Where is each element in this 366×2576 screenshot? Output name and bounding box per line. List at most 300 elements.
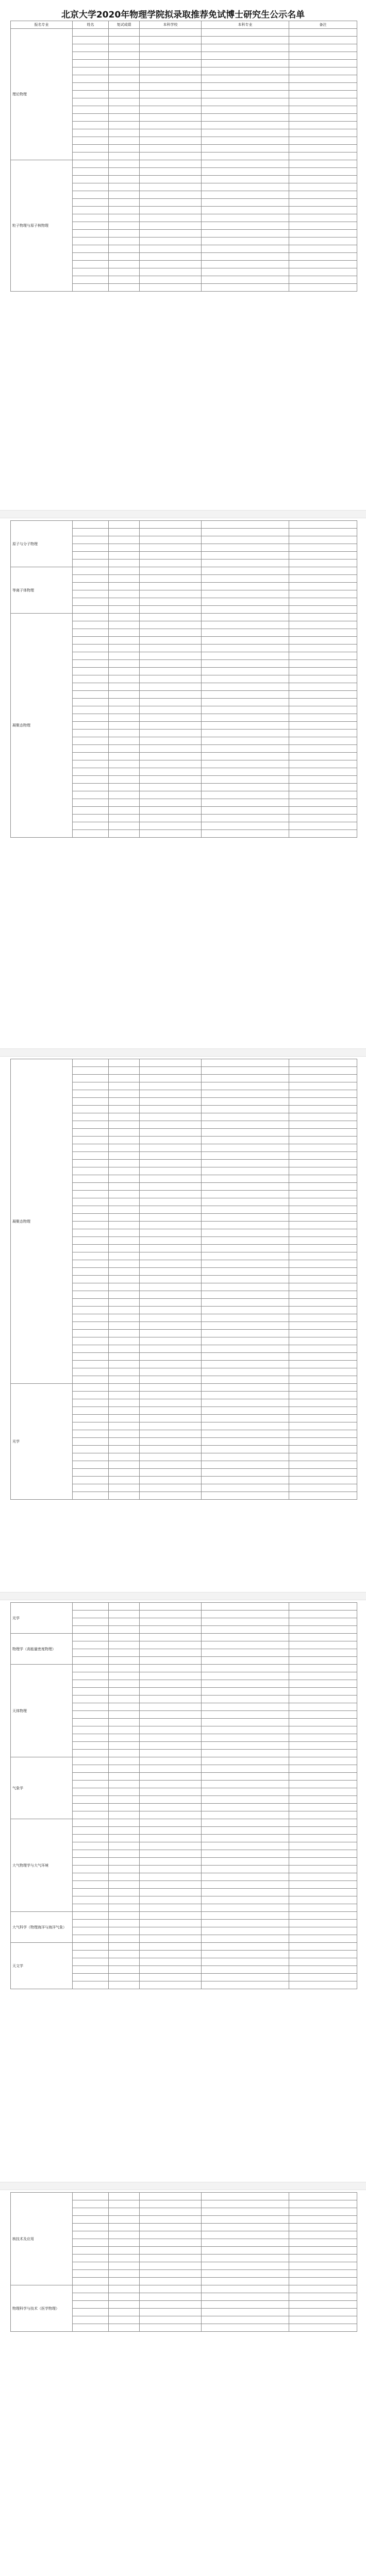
data-cell xyxy=(140,1206,202,1214)
data-cell xyxy=(73,1920,109,1927)
data-cell xyxy=(140,629,202,637)
data-cell xyxy=(202,2285,289,2293)
data-cell xyxy=(109,1407,140,1415)
data-cell xyxy=(73,1958,109,1966)
data-cell xyxy=(109,567,140,575)
data-cell xyxy=(140,536,202,544)
data-cell xyxy=(202,1981,289,1989)
data-cell xyxy=(289,1283,357,1291)
data-cell xyxy=(202,1160,289,1167)
data-cell xyxy=(73,598,109,606)
data-cell xyxy=(109,1361,140,1368)
data-cell xyxy=(73,1765,109,1773)
data-cell xyxy=(140,1137,202,1144)
data-cell xyxy=(109,1345,140,1353)
data-cell xyxy=(289,706,357,714)
data-cell xyxy=(140,1781,202,1788)
page-separator xyxy=(0,510,366,518)
data-cell xyxy=(140,753,202,760)
data-cell xyxy=(73,60,109,67)
data-cell xyxy=(202,1842,289,1850)
data-cell xyxy=(140,1407,202,1415)
data-cell xyxy=(140,1757,202,1765)
column-header: 姓名 xyxy=(73,21,109,29)
data-cell xyxy=(73,660,109,668)
data-cell xyxy=(140,1276,202,1283)
data-cell xyxy=(140,1974,202,1981)
data-cell xyxy=(109,1781,140,1788)
data-cell xyxy=(202,815,289,822)
data-cell xyxy=(73,1167,109,1175)
data-cell xyxy=(202,1368,289,1376)
data-cell xyxy=(289,1703,357,1711)
data-cell xyxy=(202,606,289,614)
data-cell xyxy=(140,1399,202,1407)
data-cell xyxy=(73,1881,109,1889)
data-cell xyxy=(73,1152,109,1160)
data-cell xyxy=(202,1866,289,1873)
data-cell xyxy=(109,590,140,598)
data-cell xyxy=(73,1634,109,1641)
data-cell xyxy=(202,230,289,238)
data-cell xyxy=(140,1307,202,1314)
data-cell xyxy=(202,1129,289,1137)
data-cell xyxy=(73,668,109,675)
data-cell xyxy=(73,1896,109,1904)
data-cell xyxy=(289,2285,357,2293)
data-cell xyxy=(289,1113,357,1121)
data-cell xyxy=(202,1665,289,1672)
table-row xyxy=(11,1603,357,1611)
data-cell xyxy=(289,675,357,683)
data-cell xyxy=(109,1337,140,1345)
data-cell xyxy=(109,1167,140,1175)
data-cell xyxy=(73,1129,109,1137)
data-cell xyxy=(202,1958,289,1966)
data-cell xyxy=(289,1904,357,1912)
data-cell xyxy=(140,675,202,683)
data-cell xyxy=(202,1649,289,1657)
data-cell xyxy=(202,1974,289,1981)
data-cell xyxy=(109,1603,140,1611)
data-cell xyxy=(289,1082,357,1090)
data-cell xyxy=(202,2231,289,2239)
data-cell xyxy=(109,1438,140,1446)
data-cell xyxy=(109,168,140,176)
data-cell xyxy=(202,83,289,91)
data-cell xyxy=(202,44,289,52)
data-cell xyxy=(140,2208,202,2216)
data-cell xyxy=(73,1719,109,1726)
data-cell xyxy=(289,98,357,106)
data-cell xyxy=(109,1376,140,1384)
data-cell xyxy=(289,1835,357,1842)
data-cell xyxy=(109,1399,140,1407)
data-cell xyxy=(73,745,109,753)
data-cell xyxy=(109,75,140,83)
data-cell xyxy=(202,1314,289,1322)
data-cell xyxy=(289,1804,357,1811)
data-cell xyxy=(289,1268,357,1276)
data-cell xyxy=(73,2255,109,2262)
data-cell xyxy=(109,1634,140,1641)
data-cell xyxy=(109,1757,140,1765)
data-cell xyxy=(109,1469,140,1477)
data-cell xyxy=(289,1260,357,1268)
data-cell xyxy=(140,222,202,230)
data-cell xyxy=(140,1680,202,1688)
data-cell xyxy=(109,1974,140,1981)
data-cell xyxy=(202,799,289,807)
data-cell xyxy=(202,245,289,253)
data-cell xyxy=(289,1422,357,1430)
data-cell xyxy=(289,1796,357,1804)
data-cell xyxy=(140,529,202,536)
major-cell: 大气科学（物理海洋与海洋气象） xyxy=(11,1912,73,1943)
data-cell xyxy=(73,37,109,44)
data-cell xyxy=(289,1866,357,1873)
data-cell xyxy=(140,1943,202,1951)
data-cell xyxy=(109,668,140,675)
data-cell xyxy=(140,768,202,776)
data-cell xyxy=(289,245,357,253)
data-cell xyxy=(109,1765,140,1773)
data-cell xyxy=(140,1981,202,1989)
data-cell xyxy=(202,1484,289,1492)
data-cell xyxy=(289,284,357,292)
data-cell xyxy=(73,1750,109,1757)
data-cell xyxy=(289,1160,357,1167)
data-cell xyxy=(109,152,140,160)
data-cell xyxy=(109,1314,140,1322)
candidate-table xyxy=(10,520,357,838)
data-cell xyxy=(140,1098,202,1106)
data-cell xyxy=(109,1958,140,1966)
data-cell xyxy=(73,83,109,91)
data-cell xyxy=(140,1245,202,1252)
data-cell xyxy=(289,1330,357,1337)
data-cell xyxy=(289,160,357,168)
data-cell xyxy=(202,1191,289,1198)
data-cell xyxy=(73,1827,109,1835)
data-cell xyxy=(109,1477,140,1484)
data-cell xyxy=(202,737,289,745)
data-cell xyxy=(202,1750,289,1757)
data-cell xyxy=(73,1229,109,1237)
table-row xyxy=(11,1634,357,1641)
data-cell xyxy=(289,2316,357,2324)
data-cell xyxy=(109,1229,140,1237)
data-cell xyxy=(289,29,357,37)
data-cell xyxy=(140,106,202,114)
data-cell xyxy=(289,1237,357,1245)
data-cell xyxy=(289,1649,357,1657)
data-cell xyxy=(73,1611,109,1618)
page-separator xyxy=(0,2182,366,2190)
data-cell xyxy=(289,1688,357,1696)
data-cell xyxy=(109,1492,140,1500)
table-row xyxy=(11,2193,357,2200)
data-cell xyxy=(289,1765,357,1773)
data-cell xyxy=(140,1912,202,1920)
data-cell xyxy=(140,1090,202,1098)
data-cell xyxy=(140,1453,202,1461)
data-cell xyxy=(109,37,140,44)
data-cell xyxy=(202,1113,289,1121)
data-cell xyxy=(109,2200,140,2208)
data-cell xyxy=(202,683,289,691)
data-cell xyxy=(109,1866,140,1873)
data-cell xyxy=(202,560,289,567)
data-cell xyxy=(202,2193,289,2200)
data-cell xyxy=(289,1121,357,1129)
data-cell xyxy=(109,1268,140,1276)
data-cell xyxy=(202,791,289,799)
data-cell xyxy=(202,1804,289,1811)
data-cell xyxy=(140,1850,202,1858)
data-cell xyxy=(140,1214,202,1222)
data-cell xyxy=(289,737,357,745)
data-cell xyxy=(140,1935,202,1943)
major-cell: 光学 xyxy=(11,1603,73,1634)
data-cell xyxy=(289,791,357,799)
data-cell xyxy=(73,1773,109,1781)
data-cell xyxy=(289,567,357,575)
data-cell xyxy=(289,2208,357,2216)
data-cell xyxy=(202,214,289,222)
data-cell xyxy=(73,2247,109,2255)
data-cell xyxy=(289,1307,357,1314)
data-cell xyxy=(289,683,357,691)
data-cell xyxy=(202,91,289,98)
data-cell xyxy=(109,1152,140,1160)
data-cell xyxy=(73,1657,109,1665)
data-cell xyxy=(109,1649,140,1657)
data-cell xyxy=(289,1734,357,1742)
data-cell xyxy=(202,637,289,645)
data-cell xyxy=(140,1129,202,1137)
data-cell xyxy=(289,1492,357,1500)
data-cell xyxy=(73,776,109,784)
data-cell xyxy=(73,253,109,261)
data-cell xyxy=(140,1896,202,1904)
data-cell xyxy=(140,2231,202,2239)
data-cell xyxy=(289,722,357,730)
data-cell xyxy=(289,1477,357,1484)
data-cell xyxy=(109,776,140,784)
data-cell xyxy=(73,1912,109,1920)
data-cell xyxy=(140,2239,202,2247)
data-cell xyxy=(289,1098,357,1106)
data-cell xyxy=(140,2200,202,2208)
data-cell xyxy=(109,1384,140,1392)
data-cell xyxy=(140,1711,202,1719)
data-cell xyxy=(140,137,202,145)
data-cell xyxy=(289,1680,357,1688)
data-cell xyxy=(202,614,289,621)
data-cell xyxy=(73,1438,109,1446)
data-cell xyxy=(202,1059,289,1067)
data-cell xyxy=(73,606,109,614)
data-cell xyxy=(73,2270,109,2278)
data-cell xyxy=(140,637,202,645)
data-cell xyxy=(140,1059,202,1067)
data-cell xyxy=(289,536,357,544)
data-cell xyxy=(202,52,289,60)
data-cell xyxy=(202,1407,289,1415)
data-cell xyxy=(109,1106,140,1113)
data-cell xyxy=(140,668,202,675)
data-cell xyxy=(140,2293,202,2301)
data-cell xyxy=(109,1322,140,1330)
data-cell xyxy=(73,614,109,621)
data-cell xyxy=(289,1672,357,1680)
data-cell xyxy=(73,2285,109,2293)
data-cell xyxy=(109,1657,140,1665)
data-cell xyxy=(109,583,140,590)
data-cell xyxy=(202,2247,289,2255)
data-cell xyxy=(109,1726,140,1734)
data-cell xyxy=(289,1665,357,1672)
data-cell xyxy=(202,2270,289,2278)
data-cell xyxy=(140,791,202,799)
data-cell xyxy=(289,598,357,606)
data-cell xyxy=(73,753,109,760)
data-cell xyxy=(289,52,357,60)
table-row xyxy=(11,2285,357,2293)
major-cell: 大气物理学与大气环境 xyxy=(11,1819,73,1912)
data-cell xyxy=(289,2324,357,2332)
data-cell xyxy=(140,1191,202,1198)
data-cell xyxy=(73,1345,109,1353)
data-cell xyxy=(202,621,289,629)
data-cell xyxy=(289,606,357,614)
data-cell xyxy=(73,730,109,737)
data-cell xyxy=(140,1611,202,1618)
data-cell xyxy=(73,1144,109,1152)
data-cell xyxy=(289,1781,357,1788)
data-cell xyxy=(202,2262,289,2270)
data-cell xyxy=(109,1688,140,1696)
data-cell xyxy=(73,1183,109,1191)
data-cell xyxy=(202,1634,289,1641)
data-cell xyxy=(140,1376,202,1384)
data-cell xyxy=(289,129,357,137)
data-cell xyxy=(73,1368,109,1376)
data-cell xyxy=(73,1453,109,1461)
data-cell xyxy=(140,199,202,207)
data-cell xyxy=(289,699,357,706)
data-cell xyxy=(109,2239,140,2247)
data-cell xyxy=(73,1090,109,1098)
data-cell xyxy=(73,1330,109,1337)
data-cell xyxy=(109,2208,140,2216)
data-cell xyxy=(140,2224,202,2231)
data-cell xyxy=(140,1484,202,1492)
data-cell xyxy=(73,2231,109,2239)
data-cell xyxy=(289,145,357,152)
candidate-table xyxy=(10,1059,357,1500)
data-cell xyxy=(289,753,357,760)
data-cell xyxy=(73,1067,109,1075)
data-cell xyxy=(109,760,140,768)
data-cell xyxy=(289,1453,357,1461)
data-cell xyxy=(109,2309,140,2316)
data-cell xyxy=(202,552,289,560)
data-cell xyxy=(140,1477,202,1484)
data-cell xyxy=(289,1106,357,1113)
header-row xyxy=(11,21,357,29)
data-cell xyxy=(109,1711,140,1719)
data-cell xyxy=(73,1873,109,1881)
data-cell xyxy=(73,276,109,284)
data-cell xyxy=(140,129,202,137)
data-cell xyxy=(202,722,289,730)
data-cell xyxy=(140,2262,202,2270)
data-cell xyxy=(140,706,202,714)
data-cell xyxy=(109,261,140,268)
data-cell xyxy=(109,2247,140,2255)
data-cell xyxy=(73,830,109,838)
data-cell xyxy=(202,1688,289,1696)
data-cell xyxy=(73,160,109,168)
data-cell xyxy=(109,122,140,129)
data-cell xyxy=(73,183,109,191)
data-cell xyxy=(109,598,140,606)
data-cell xyxy=(73,1245,109,1252)
data-cell xyxy=(109,230,140,238)
data-cell xyxy=(73,1703,109,1711)
data-cell xyxy=(73,2216,109,2224)
data-cell xyxy=(140,1469,202,1477)
data-cell xyxy=(140,784,202,791)
data-cell xyxy=(140,691,202,699)
data-cell xyxy=(73,1726,109,1734)
data-cell xyxy=(73,714,109,722)
data-cell xyxy=(73,1407,109,1415)
data-cell xyxy=(73,1276,109,1283)
data-cell xyxy=(140,1268,202,1276)
data-cell xyxy=(289,168,357,176)
data-cell xyxy=(109,753,140,760)
data-cell xyxy=(202,2208,289,2216)
data-cell xyxy=(289,2262,357,2270)
data-cell xyxy=(289,253,357,261)
data-cell xyxy=(73,1399,109,1407)
data-cell xyxy=(109,29,140,37)
data-cell xyxy=(109,2262,140,2270)
data-cell xyxy=(140,1703,202,1711)
data-cell xyxy=(289,1361,357,1368)
data-cell xyxy=(140,238,202,245)
data-cell xyxy=(109,1927,140,1935)
data-cell xyxy=(202,183,289,191)
data-cell xyxy=(289,122,357,129)
data-cell xyxy=(73,1098,109,1106)
data-cell xyxy=(140,552,202,560)
data-cell xyxy=(140,1353,202,1361)
data-cell xyxy=(202,645,289,652)
data-cell xyxy=(289,1958,357,1966)
data-cell xyxy=(202,1819,289,1827)
data-cell xyxy=(140,1811,202,1819)
data-cell xyxy=(109,1392,140,1399)
data-cell xyxy=(73,822,109,830)
data-cell xyxy=(73,1904,109,1912)
data-cell xyxy=(73,1819,109,1827)
data-cell xyxy=(73,2324,109,2332)
data-cell xyxy=(289,1167,357,1175)
